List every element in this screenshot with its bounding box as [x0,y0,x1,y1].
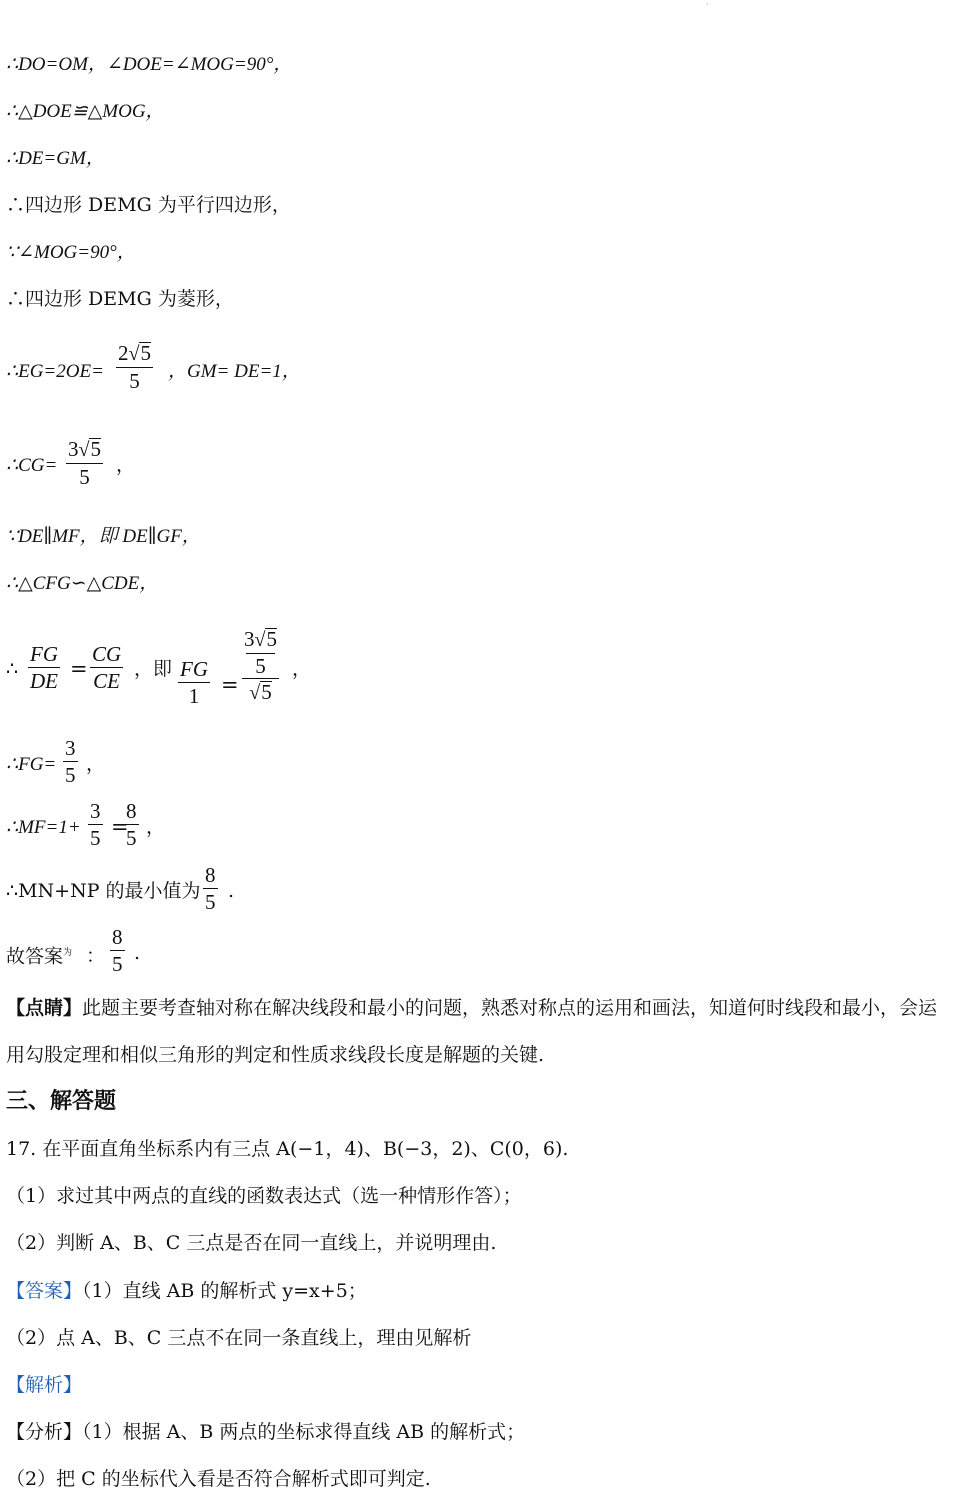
step-line-8: ∴CG= [6,455,58,476]
answer-tail: . [134,942,141,964]
step-line-4: ∴四边形 DEMG 为平行四边形， [6,194,291,216]
step-line-5: ∵∠MOG=90°， [6,242,136,263]
fraction-eg: 2√5 5 [118,341,151,393]
step-line-6: ∴四边形 DEMG 为菱形， [6,288,234,310]
fraction-min-value: 8 5 [205,863,216,914]
step-line-14-tail: . [228,880,235,902]
section-heading: 三、解答题 [6,1089,117,1114]
comment-paragraph: 【点睛】此题主要考查轴对称在解决线段和最小的问题，熟悉对称点的运用和画法，知道何时线段和最小，会运用勾股定理和相似三角形的判定和性质求线段长度是解题的关键. [6,997,938,1066]
step-line-11-tail: ， [292,658,312,680]
equals-3: = [111,815,129,839]
fraction-mf-a: 3 5 [90,799,101,850]
step-line-14: ∴MN+NP 的最小值为 [6,880,201,902]
answer-part-2: （2）点 A、B、C 三点不在同一条直线上，理由见解析 [6,1327,472,1349]
step-line-13-tail: ， [146,816,166,838]
question-part-1: （1）求过其中两点的直线的函数表达式（选一种情形作答）； [6,1185,522,1207]
step-line-11: ∴ [6,658,19,680]
step-line-7-tail: ，GM= DE=1， [168,361,301,382]
step-line-7: ∴EG=2OE= [6,361,104,382]
fraction-fg-value: 3 5 [65,736,76,787]
step-line-1: ∴DO=OM，∠DOE=∠MOG=90°， [6,54,293,75]
fenxi-part-2: （2）把 C 的坐标代入看是否符合解析式即可判定. [6,1468,431,1490]
step-line-13: ∴MF=1+ [6,817,81,838]
fraction-fg-1: FG 1 [180,657,208,708]
fraction-answer: 8 5 [112,925,123,976]
question-stem: 17. 在平面直角坐标系内有三点 A(−1，4)、B(−3，2)、C(0，6). [6,1138,569,1160]
equals-1: = [70,657,88,681]
step-line-8-tail: ， [116,454,136,476]
fraction-complex: 3√5 5 √5 [244,627,277,704]
answer-line: 故答案$^为$ [6,945,73,968]
step-line-9: ∵DE∥MF，即 DE∥GF， [6,526,201,547]
step-line-10: ∴△CFG∽△CDE， [6,573,159,594]
equals-2: = [221,673,239,697]
analysis-tag: 【解析】 [6,1374,83,1396]
fenxi-part-1: 【分析】（1）根据 A、B 两点的坐标求得直线 AB 的解析式； [6,1421,526,1443]
fraction-fg-de: FG DE [30,642,58,693]
answer-colon: ： [86,945,106,967]
question-part-2: （2）判断 A、B、C 三点是否在同一直线上，并说明理由. [6,1232,497,1254]
step-line-2: ∴△DOE≌△MOG， [6,101,165,122]
answer-part-1: 【答案】（1）直线 AB 的解析式 y=x+5； [6,1280,367,1302]
step-line-3: ∴DE=GM， [6,148,105,169]
step-line-12-tail: ， [86,753,106,775]
step-line-11-mid: ，即 [134,658,173,680]
fraction-cg: 3√5 5 [68,437,101,489]
page-mark: · [706,0,709,9]
fraction-cg-ce: CG CE [92,642,122,693]
fraction-mf-b: 8 5 [126,799,137,850]
step-line-12: ∴FG= [6,754,57,775]
